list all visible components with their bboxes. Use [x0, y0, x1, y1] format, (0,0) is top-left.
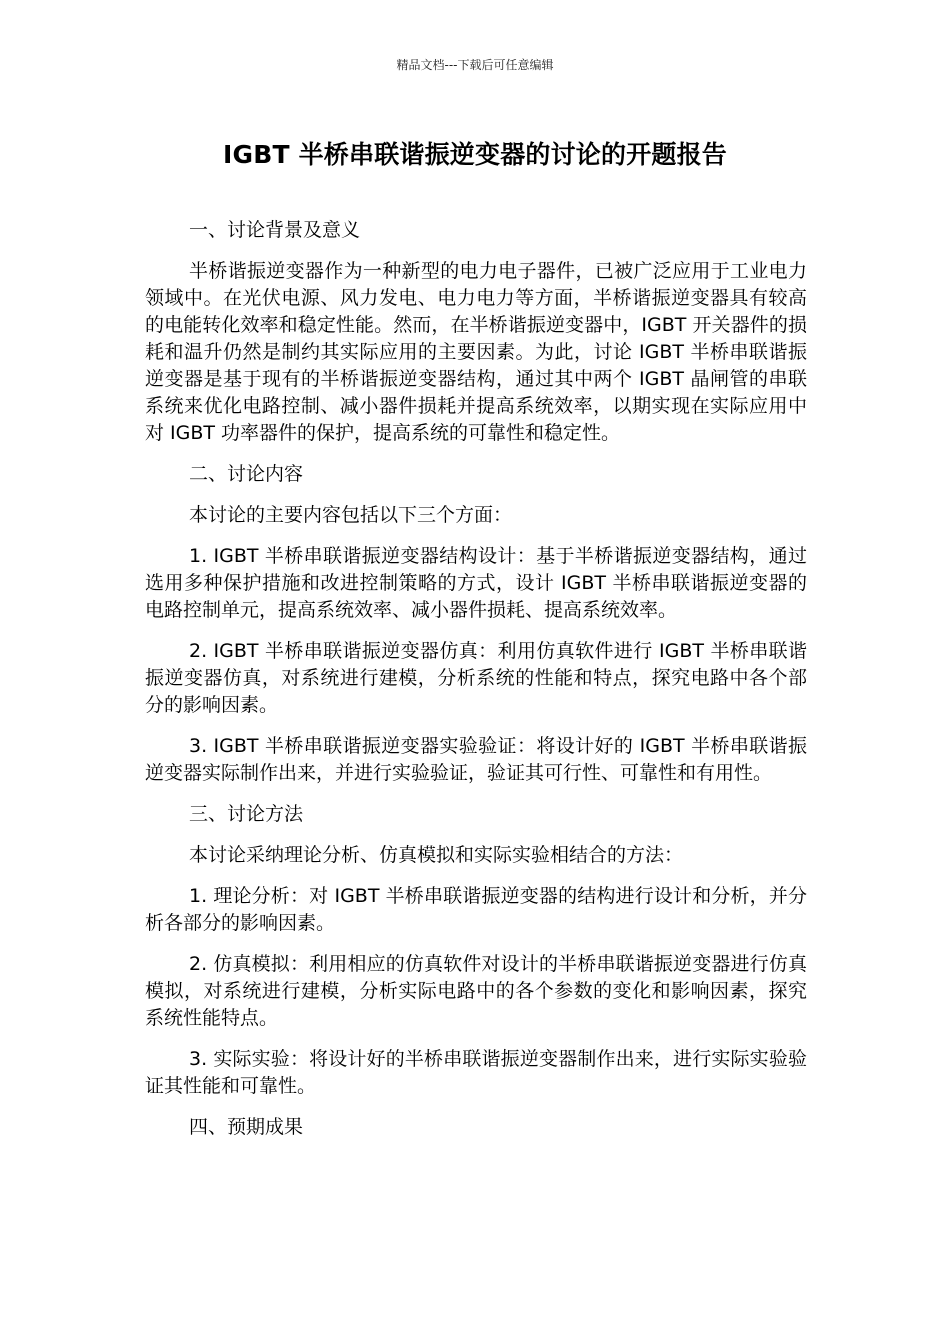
- list-item-content-2: 2. IGBT 半桥串联谐振逆变器仿真：利用仿真软件进行 IGBT 半桥串联谐振逆变器仿真，对系统进行建模，分析系统的性能和特点，探究电路中各个部分的影响因素。: [145, 640, 807, 716]
- paragraph-content-intro: 本讨论的主要内容包括以下三个方面：: [189, 504, 513, 526]
- list-item-content-3: 3. IGBT 半桥串联谐振逆变器实验验证：将设计好的 IGBT 半桥串联谐振逆变器实际制作出来，并进行实验验证，验证其可行性、可靠性和有用性。: [145, 735, 807, 784]
- document-title: IGBT 半桥串联谐振逆变器的讨论的开题报告: [222, 140, 728, 169]
- list-item-method-2: 2. 仿真模拟：利用相应的仿真软件对设计的半桥串联谐振逆变器进行仿真模拟，对系统进行建模，分析实际电路中的各个参数的变化和影响因素，探究系统性能特点。: [145, 953, 807, 1029]
- paragraph-method-intro: 本讨论采纳理论分析、仿真模拟和实际实验相结合的方法：: [189, 844, 684, 866]
- list-item-content-1: 1. IGBT 半桥串联谐振逆变器结构设计：基于半桥谐振逆变器结构，通过选用多种保护措施和改进控制策略的方式，设计 IGBT 半桥串联谐振逆变器的电路控制单元，提高系统效率、减小器件损耗、提高系统效率。: [145, 545, 807, 621]
- section-heading-expected-results: 四、预期成果: [189, 1116, 304, 1138]
- list-item-method-1: 1. 理论分析：对 IGBT 半桥串联谐振逆变器的结构进行设计和分析，并分析各部分的影响因素。: [145, 885, 807, 934]
- section-heading-method: 三、讨论方法: [189, 803, 304, 825]
- paragraph-background: 半桥谐振逆变器作为一种新型的电力电子器件，已被广泛应用于工业电力领域中。在光伏电源、风力发电、电力电力等方面，半桥谐振逆变器具有较高的电能转化效率和稳定性能。然而，在半桥谐振逆变器中，IGBT 开关器件的损耗和温升仍然是制约其实际应用的主要因素。为此，讨论 IGBT 半桥串联谐振逆变器是基于现有的半桥谐振逆变器结构，通过其中两个 IGBT 晶闸管的串联系统来优化电路控制、减小器件损耗并提高系统效率，以期实现在实际应用中对 IGBT 功率器件的保护，提高系统的可靠性和稳定性。: [145, 260, 807, 444]
- list-item-method-3: 3. 实际实验：将设计好的半桥串联谐振逆变器制作出来，进行实际实验验证其性能和可靠性。: [145, 1048, 807, 1097]
- document-body: [145, 217, 807, 1155]
- section-heading-content: 二、讨论内容: [189, 463, 304, 485]
- header-note: 精品文档---下载后可任意编辑: [396, 58, 554, 72]
- section-heading-background: 一、讨论背景及意义: [189, 219, 361, 241]
